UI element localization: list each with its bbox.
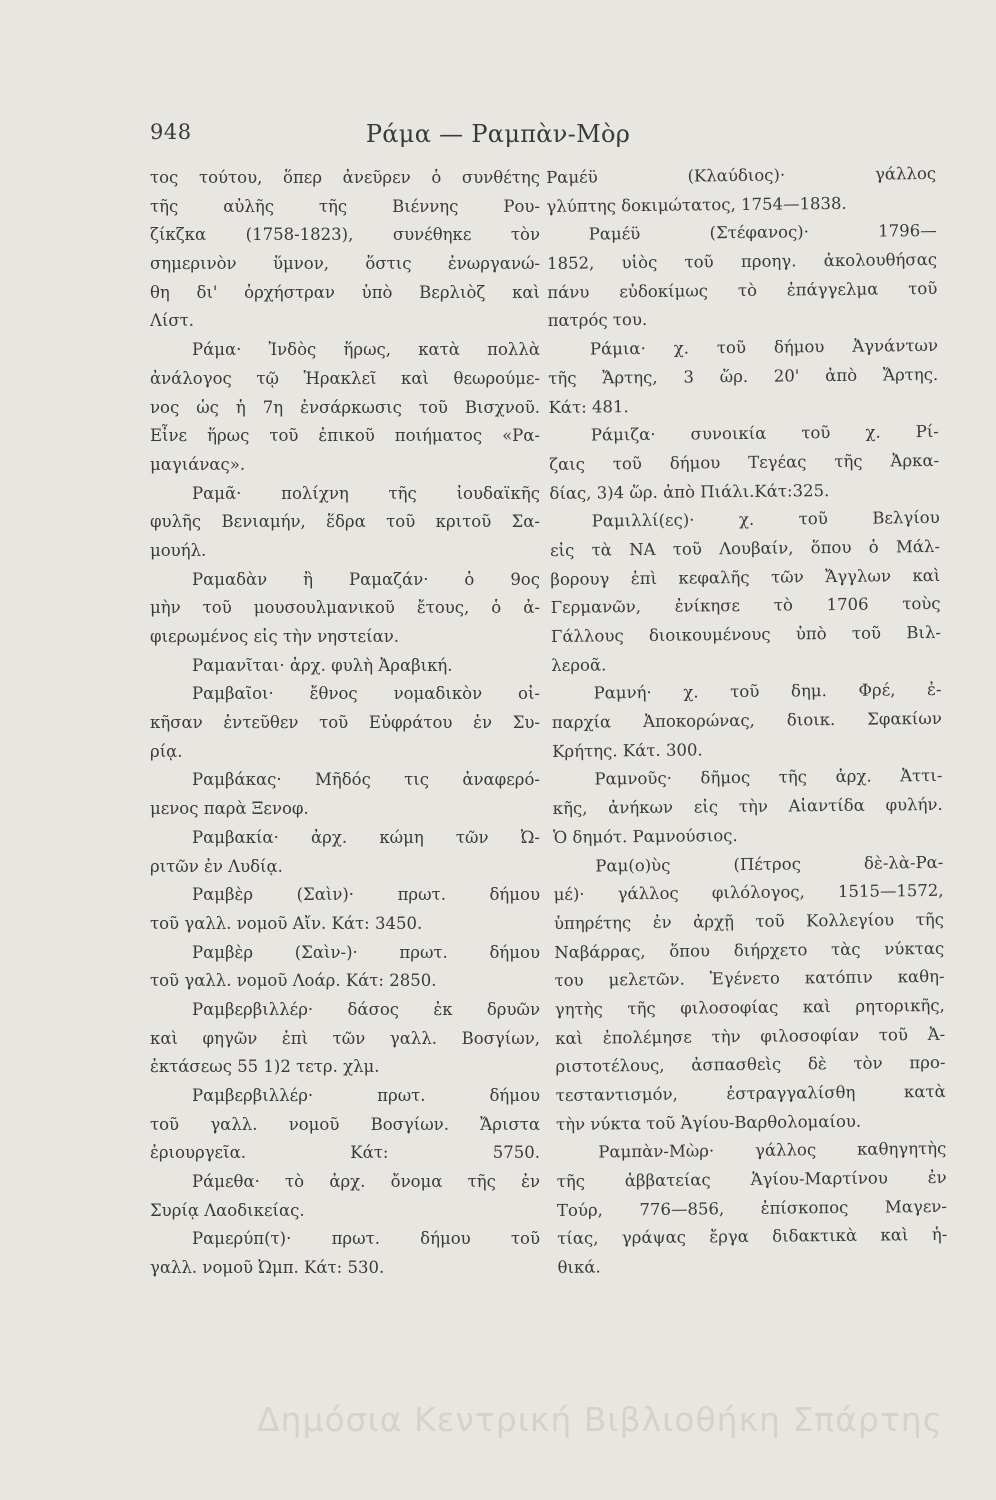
library-watermark: Δημόσια Κεντρική Βιβλιοθήκη Σπάρτης	[256, 1400, 944, 1439]
text-line: ριτῶν ἐν Λυδίᾳ.	[150, 856, 283, 876]
right-column	[546, 160, 948, 1283]
text-line: φυλῆς Βενιαμήν, ἕδρα τοῦ κριτοῦ Σα-	[150, 512, 540, 532]
text-line: μαγιάνας».	[150, 454, 246, 474]
text-line: Λίστ.	[150, 311, 195, 331]
text-line: Ναβάρρας, ὅπου διήρχετο τὰς νύκτας	[554, 938, 945, 962]
text-line: Εἶνε ἥρως τοῦ ἐπικοῦ ποιήματος «Ρα-	[150, 426, 540, 446]
text-line: νος ὡς ἡ 7η ἐνσάρκωσις τοῦ Βισχνοῦ.	[150, 397, 540, 417]
text-line: Ραμβερβιλλέρ· δάσος ἐκ δρυῶν	[192, 999, 540, 1019]
text-line: τῆς ἀββατείας Ἁγίου-Μαρτίνου ἐν	[556, 1167, 947, 1192]
text-line: ἐριουργεῖα. Κάτ: 5750.	[150, 1143, 540, 1163]
text-line: του μελετῶν. Ἐγένετο κατόπιν καθη-	[554, 967, 945, 991]
text-line: καὶ φηγῶν ἐπὶ τῶν γαλλ. Βοσγίων,	[150, 1028, 540, 1048]
text-line: Ραμᾶ· πολίχνη τῆς ἰουδαϊκῆς	[192, 483, 540, 503]
text-line: Ραμιλλί(ες)· χ. τοῦ Βελγίου	[591, 508, 940, 531]
text-line: Ράμιζα· συνοικία τοῦ χ. Ρί-	[590, 422, 939, 445]
text-line: τοῦ γαλλ. νομοῦ Αἴν. Κάτ: 3450.	[150, 913, 423, 933]
text-line: ἀνάλογος τῷ Ἡρακλεῖ καὶ θεωρούμε-	[150, 368, 540, 388]
text-line: Ραμβαῖοι· ἔθνος νομαδικὸν οἰ-	[192, 684, 540, 704]
text-line: μὴν τοῦ μουσουλμανικοῦ ἔτους, ὁ ἀ-	[150, 598, 540, 618]
text-line: Ραμ(ο)ὺς (Πέτρος δὲ-λὰ-Ρα-	[595, 852, 944, 876]
text-line: Γερμανῶν, ἐνίκησε τὸ 1706 τοὺς	[550, 594, 941, 618]
running-head: Ράμα — Ραμπὰν-Μὸρ	[365, 120, 631, 148]
text-line: Ράμα· Ἰνδὸς ἥρως, κατὰ πολλὰ	[192, 340, 540, 360]
text-line: μουήλ.	[150, 540, 207, 560]
text-line: ἐκτάσεως 55 1)2 τετρ. χλμ.	[150, 1057, 380, 1077]
page-number: 948	[150, 120, 192, 144]
text-line: Ραμερύπ(τ)· πρωτ. δήμου τοῦ	[192, 1229, 540, 1249]
text-line: τὴν νύκτα τοῦ Ἁγίου-Βαρθολομαίου.	[555, 1111, 862, 1134]
text-line: ὑπηρέτης ἐν ἀρχῇ τοῦ Κολλεγίου τῆς	[553, 909, 945, 933]
text-line: ζαις τοῦ δήμου Τεγέας τῆς Ἀρκα-	[549, 450, 940, 474]
text-line: 1852, υἱὸς τοῦ προηγ. ἀκολουθήσας	[546, 249, 938, 274]
text-line: ριστοτέλους, ἀσπασθεὶς δὲ τὸν προ-	[555, 1053, 946, 1077]
text-line: μέ)· γάλλος φιλόλογος, 1515—1572,	[553, 881, 944, 905]
text-line: σημερινὸν ὕμνον, ὅστις ἐνωργανώ-	[150, 254, 540, 274]
text-line: φιερωμένος εἰς τὴν νηστείαν.	[150, 627, 399, 646]
text-line: γητὴς τῆς φιλοσοφίας καὶ ρητορικῆς,	[554, 995, 945, 1019]
text-line: Ραμπὰν-Μὼρ· γάλλος καθηγητὴς	[598, 1139, 947, 1162]
text-line: Ραμέϋ (Στέφανος)· 1796—	[588, 221, 937, 244]
text-line: δίας, 3)4 ὥρ. ἀπὸ Πιάλι.Κάτ:325.	[549, 480, 830, 503]
left-column	[150, 164, 540, 1283]
text-line: βορουγ ἐπὶ κεφαλῆς τῶν Ἄγγλων καὶ	[550, 565, 941, 589]
text-line: πατρός του.	[547, 310, 648, 331]
text-line: λεροᾶ.	[551, 655, 607, 675]
text-line: γλύπτης δοκιμώτατος, 1754—1838.	[546, 193, 847, 216]
text-line: Τούρ, 776—856, ἐπίσκοπος Μαγεν-	[556, 1196, 948, 1220]
text-line: Ραμβὲρ (Σαὶν-)· πρωτ. δήμου	[192, 942, 540, 962]
text-line: Ραμβάκας· Μῆδός τις ἀναφερό-	[192, 770, 540, 790]
text-line: κῆς, ἀνήκων εἰς τὴν Αἰαντίδα φυλήν.	[552, 795, 943, 819]
text-line: Ραμανῖται· ἀρχ. φυλὴ Ἀραβική.	[192, 655, 453, 675]
text-line: τος τούτου, ὅπερ ἀνεῦρεν ὁ συνθέτης	[150, 168, 540, 187]
text-line: γαλλ. νομοῦ Ὠμπ. Κάτ: 530.	[150, 1258, 385, 1278]
text-line: τεσταντισμόν, ἐστραγγαλίσθη κατὰ	[555, 1081, 946, 1105]
text-line: Ραμέϋ (Κλαύδιος)· γάλλος	[546, 163, 937, 187]
text-line: τοῦ γαλλ. νομοῦ Βοσγίων. Ἄριστα	[150, 1114, 540, 1134]
text-line: ζίκζκα (1758-1823), συνέθηκε τὸν	[150, 225, 540, 245]
text-line: Ραμβακία· ἀρχ. κώμη τῶν Ὠ-	[192, 827, 540, 847]
text-line: Ράμια· χ. τοῦ δήμου Ἀγνάντων	[589, 336, 939, 359]
text-line: τίας, γράψας ἔργα διδακτικὰ καὶ ἠ-	[557, 1225, 948, 1249]
text-line: Ράμεθα· τὸ ἀρχ. ὄνομα τῆς ἐν	[192, 1172, 540, 1192]
text-line: θη δι' ὀρχήστραν ὑπὸ Βερλιὸζ καὶ	[150, 282, 540, 302]
text-line: εἰς τὰ ΝΑ τοῦ Λουβαίν, ὅπου ὁ Μάλ-	[549, 536, 941, 560]
text-line: τῆς Ἄρτης, 3 ὥρ. 20' ἀπὸ Ἄρτης.	[548, 364, 939, 388]
text-line: Ραμνή· χ. τοῦ δημ. Φρέ, ἐ-	[593, 680, 942, 703]
text-line: Κάτ: 481.	[548, 396, 629, 417]
text-line: Ὁ δημότ. Ραμνούσιος.	[552, 825, 738, 847]
text-line: Κρήτης. Κάτ. 300.	[552, 740, 703, 761]
text-line: καὶ ἐπολέμησε τὴν φιλοσοφίαν τοῦ Ἀ-	[555, 1024, 946, 1048]
text-line: μενος παρὰ Ξενοφ.	[150, 799, 309, 819]
text-line: παρχία Ἀποκορώνας, διοικ. Σφακίων	[551, 708, 942, 733]
text-line: κῆσαν ἐντεῦθεν τοῦ Εὐφράτου ἐν Συ-	[150, 713, 540, 733]
text-line: Συρίᾳ Λαοδικείας.	[150, 1200, 305, 1220]
text-line: Ραμβὲρ (Σαὶν)· πρωτ. δήμου	[192, 885, 540, 905]
text-line: Ραμαδὰν ἢ Ραμαζάν· ὁ 9ος	[192, 569, 540, 589]
text-line: Ραμνοῦς· δῆμος τῆς ἀρχ. Ἀττι-	[594, 766, 943, 789]
text-line: Ραμβερβιλλέρ· πρωτ. δήμου	[192, 1086, 540, 1105]
text-line: τῆς αὐλῆς τῆς Βιέννης Ρου-	[150, 196, 540, 216]
text-line: ρίᾳ.	[150, 741, 183, 761]
text-line: Γάλλους διοικουμένους ὑπὸ τοῦ Βιλ-	[550, 622, 942, 646]
text-line: θικά.	[557, 1257, 601, 1278]
text-line: τοῦ γαλλ. νομοῦ Λοάρ. Κάτ: 2850.	[150, 971, 437, 991]
text-line: πάνυ εὐδοκίμως τὸ ἐπάγγελμα τοῦ	[547, 278, 938, 302]
